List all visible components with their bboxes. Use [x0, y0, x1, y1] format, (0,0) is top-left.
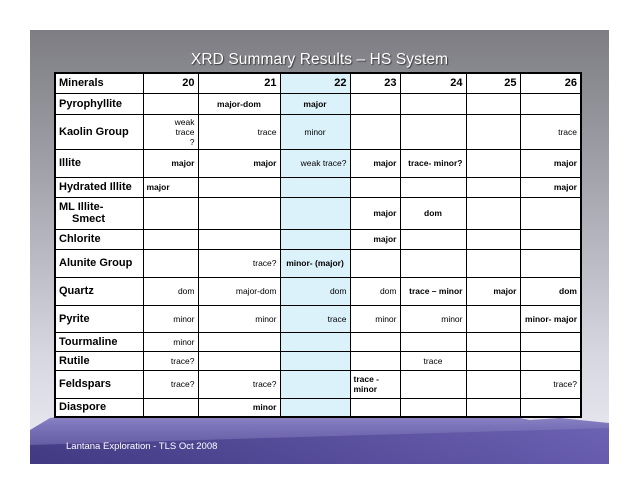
mineral-name	[55, 197, 143, 229]
cell	[143, 229, 198, 249]
header-sample-24: 24	[400, 73, 466, 93]
cell	[400, 398, 466, 417]
cell	[143, 398, 198, 417]
cell	[198, 332, 280, 351]
cell	[400, 332, 466, 351]
header-sample-25: 25	[466, 73, 520, 93]
cell	[466, 229, 520, 249]
cell	[280, 332, 350, 351]
cell: major	[520, 149, 581, 177]
cell: minor	[350, 305, 400, 332]
table-row	[55, 332, 581, 351]
cell: trace?	[198, 249, 280, 277]
mineral-name: Chlorite	[55, 229, 143, 249]
cell	[350, 398, 400, 417]
cell: weak trace?	[280, 149, 350, 177]
header-sample-21: 21	[198, 73, 280, 93]
cell	[466, 114, 520, 149]
table-row	[55, 114, 581, 149]
table-row	[55, 177, 581, 197]
mineral-name: Tourmaline	[55, 332, 143, 351]
cell: minor	[198, 305, 280, 332]
footer-text: Lantana Exploration - TLS Oct 2008	[66, 441, 218, 452]
cell	[466, 398, 520, 417]
cell: trace?	[520, 370, 581, 398]
cell	[466, 93, 520, 114]
header-sample-23: 23	[350, 73, 400, 93]
cell	[350, 351, 400, 370]
table-row	[55, 197, 581, 229]
cell	[520, 229, 581, 249]
cell	[280, 177, 350, 197]
cell: trace?	[143, 351, 198, 370]
cell	[466, 149, 520, 177]
cell: minor	[143, 305, 198, 332]
cell	[280, 229, 350, 249]
cell: trace	[280, 305, 350, 332]
cell	[198, 351, 280, 370]
cell	[520, 398, 581, 417]
mineral-name: Pyrophyllite	[55, 93, 143, 114]
table-row	[55, 398, 581, 417]
table-row	[55, 149, 581, 177]
cell: trace	[198, 114, 280, 149]
cell	[350, 249, 400, 277]
cell: major	[143, 177, 198, 197]
cell	[143, 197, 198, 229]
table-row	[55, 277, 581, 305]
table-row	[55, 93, 581, 114]
table-row	[55, 229, 581, 249]
cell: trace - minor	[350, 370, 400, 398]
cell: weak trace ?	[143, 114, 198, 149]
header-minerals: Minerals	[55, 73, 143, 93]
cell: major-dom	[198, 277, 280, 305]
slide-title: XRD Summary Results – HS System	[190, 51, 449, 68]
cell: major	[198, 149, 280, 177]
cell	[350, 93, 400, 114]
cell	[520, 197, 581, 229]
mineral-name: Feldspars	[55, 370, 143, 398]
cell: major	[350, 229, 400, 249]
cell	[400, 370, 466, 398]
table-row	[55, 305, 581, 332]
xrd-results-table	[54, 72, 582, 418]
mineral-name: Pyrite	[55, 305, 143, 332]
mineral-name: Kaolin Group	[55, 114, 143, 149]
cell: trace	[520, 114, 581, 149]
cell	[466, 370, 520, 398]
header-sample-22: 22	[280, 73, 350, 93]
cell	[466, 197, 520, 229]
cell: minor	[280, 114, 350, 149]
table-row	[55, 370, 581, 398]
mineral-name-line2: Smect	[72, 213, 106, 225]
cell	[280, 370, 350, 398]
cell	[520, 93, 581, 114]
cell	[466, 177, 520, 197]
slide	[30, 30, 609, 464]
cell	[520, 351, 581, 370]
cell: major	[466, 277, 520, 305]
cell: trace?	[143, 370, 198, 398]
cell	[198, 229, 280, 249]
cell: dom	[400, 197, 466, 229]
cell	[520, 249, 581, 277]
table-row	[55, 249, 581, 277]
cell: minor	[400, 305, 466, 332]
cell	[280, 351, 350, 370]
cell	[280, 398, 350, 417]
mineral-name: Diaspore	[55, 398, 143, 417]
cell	[350, 332, 400, 351]
cell: minor- (major)	[280, 249, 350, 277]
cell: major	[520, 177, 581, 197]
cell: major	[280, 93, 350, 114]
cell: minor- major	[520, 305, 581, 332]
cell	[400, 249, 466, 277]
header-sample-26: 26	[520, 73, 581, 93]
cell	[466, 249, 520, 277]
cell	[143, 93, 198, 114]
cell	[400, 114, 466, 149]
mineral-name: Alunite Group	[55, 249, 143, 277]
cell	[350, 114, 400, 149]
cell	[466, 332, 520, 351]
cell	[350, 177, 400, 197]
cell: major	[143, 149, 198, 177]
cell	[400, 177, 466, 197]
cell	[520, 332, 581, 351]
cell: major-dom	[198, 93, 280, 114]
table-header-row	[55, 73, 581, 93]
table-row	[55, 351, 581, 370]
mineral-name-line1: ML Illite-	[59, 201, 104, 213]
cell	[400, 229, 466, 249]
cell: major	[350, 149, 400, 177]
cell: dom	[520, 277, 581, 305]
cell: trace- minor?	[400, 149, 466, 177]
cell	[466, 351, 520, 370]
cell	[400, 93, 466, 114]
cell: trace – minor	[400, 277, 466, 305]
mineral-name: Hydrated Illite	[55, 177, 143, 197]
cell	[280, 197, 350, 229]
cell	[198, 197, 280, 229]
cell: dom	[350, 277, 400, 305]
mineral-name: Rutile	[55, 351, 143, 370]
mineral-name: Quartz	[55, 277, 143, 305]
cell: dom	[280, 277, 350, 305]
header-sample-20: 20	[143, 73, 198, 93]
cell: minor	[198, 398, 280, 417]
cell	[198, 177, 280, 197]
cell: minor	[143, 332, 198, 351]
cell: trace?	[198, 370, 280, 398]
cell: trace	[400, 351, 466, 370]
mineral-name: Illite	[55, 149, 143, 177]
cell: dom	[143, 277, 198, 305]
cell: major	[350, 197, 400, 229]
cell	[143, 249, 198, 277]
cell	[466, 305, 520, 332]
